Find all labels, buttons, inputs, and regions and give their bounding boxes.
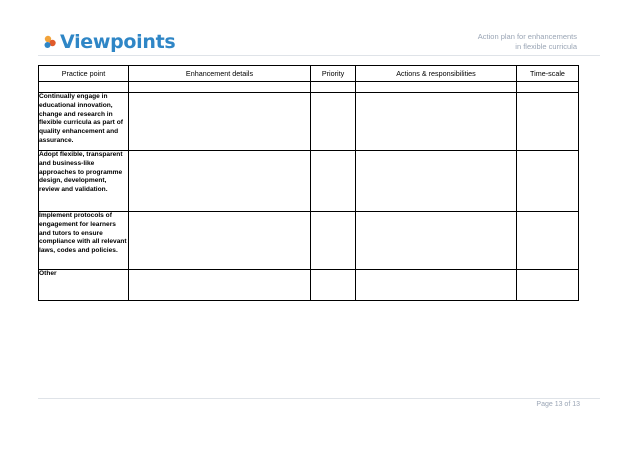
actions-responsibilities-cell[interactable] <box>356 93 517 151</box>
document-title <box>478 32 577 52</box>
column-header-priority: Priority <box>311 66 356 82</box>
table-row <box>39 151 579 212</box>
actions-responsibilities-cell[interactable] <box>356 270 517 301</box>
document-title-line-1: Action plan for enhancements <box>477 32 577 41</box>
table-cell <box>517 82 579 93</box>
practice-point-cell: Implement protocols of engagement for learners and tutors to ensure compliance with all relevant laws, codes and policies. <box>39 212 129 270</box>
logo-text: Viewpoints <box>60 31 176 53</box>
viewpoints-logo-icon <box>42 34 58 50</box>
enhancement-details-cell[interactable] <box>129 270 311 301</box>
table-row <box>39 212 579 270</box>
header-divider <box>38 55 600 56</box>
column-header-time-scale: Time-scale <box>517 66 579 82</box>
priority-cell[interactable] <box>311 270 356 301</box>
enhancement-details-cell[interactable] <box>129 151 311 212</box>
table-cell <box>129 82 311 93</box>
column-header-practice-point: Practice point <box>39 66 129 82</box>
practice-point-cell: Continually engage in educational innovation, change and research in flexible curricula as part of quality enhancement and assurance. <box>39 93 129 151</box>
document-title-line-2: in flexible curricula <box>515 42 577 51</box>
action-plan-table <box>38 65 579 301</box>
table-row <box>39 93 579 151</box>
priority-cell[interactable] <box>311 212 356 270</box>
practice-point-cell: Adopt flexible, transparent and business-like approaches to programme design, development, review and validation. <box>39 151 129 212</box>
priority-cell[interactable] <box>311 151 356 212</box>
time-scale-cell[interactable] <box>517 270 579 301</box>
column-header-enhancement-details: Enhancement details <box>129 66 311 82</box>
time-scale-cell[interactable] <box>517 151 579 212</box>
actions-responsibilities-cell[interactable] <box>356 212 517 270</box>
column-header-actions-responsibilities: Actions & responsibilities <box>356 66 517 82</box>
table-cell <box>356 82 517 93</box>
table-row <box>39 270 579 301</box>
footer-divider <box>38 398 600 399</box>
actions-responsibilities-cell[interactable] <box>356 151 517 212</box>
table-spacer-row <box>39 82 579 93</box>
page-number: Page 13 of 13 <box>536 401 580 408</box>
priority-cell[interactable] <box>311 93 356 151</box>
viewpoints-logo <box>42 31 175 53</box>
table-header-row <box>39 66 579 82</box>
time-scale-cell[interactable] <box>517 93 579 151</box>
practice-point-cell: Other <box>39 270 129 301</box>
table-cell <box>311 82 356 93</box>
enhancement-details-cell[interactable] <box>129 93 311 151</box>
table-cell <box>39 82 129 93</box>
time-scale-cell[interactable] <box>517 212 579 270</box>
enhancement-details-cell[interactable] <box>129 212 311 270</box>
